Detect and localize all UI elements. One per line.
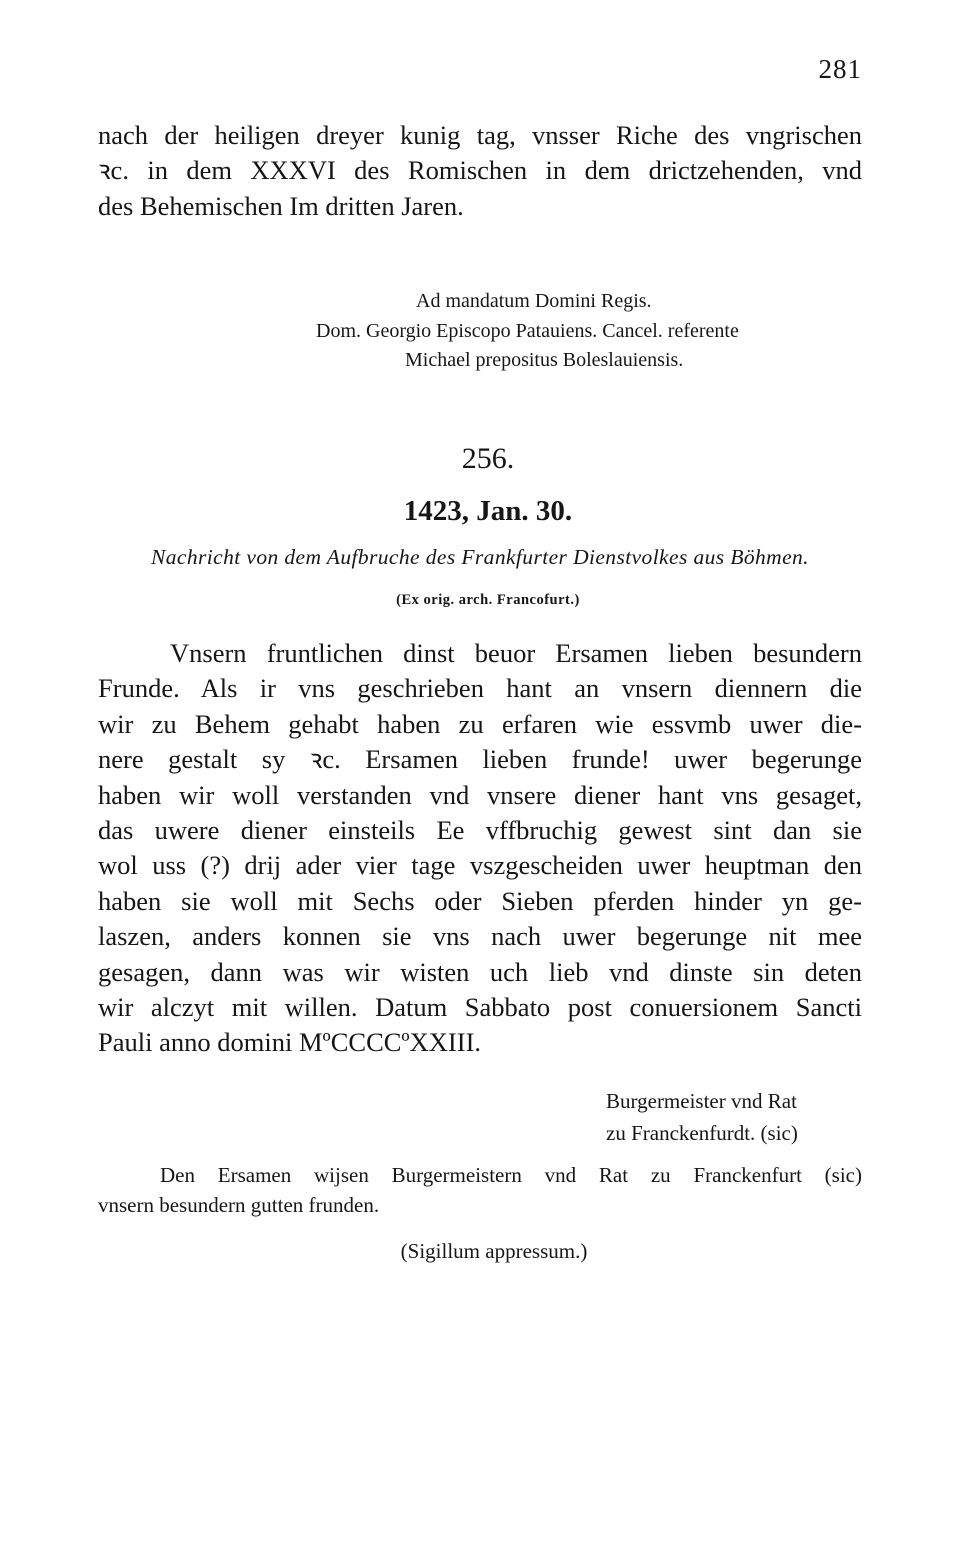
- signature-block: [606, 1085, 798, 1149]
- mandate-line: Dom. Georgio Episcopo Patauiens. Cancel. referente: [316, 319, 739, 342]
- address-line: Den Ersamen wijsen Burgermeistern vnd Rat zu Franckenfurt (sic): [160, 1163, 862, 1187]
- document-date: 1423, Jan. 30.: [403, 495, 573, 527]
- document-regest: Nachricht von dem Aufbruche des Frankfurter Dienstvolkes aus Böhmen.: [151, 545, 809, 569]
- mandate-line: Michael prepositus Boleslauiensis.: [405, 349, 684, 371]
- mandate-line: Ad mandatum Domini Regis.: [416, 290, 652, 312]
- text-line: gesagen, dann was wir wisten uch lieb vnd dinste sin deten: [98, 956, 862, 987]
- text-line: Frunde. Als ir vns geschrieben hant an vnsern diennern die: [98, 673, 862, 704]
- address-line: vnsern besundern gutten frunden.: [98, 1193, 380, 1217]
- text-line: des Behemischen Im dritten Jaren.: [98, 190, 464, 221]
- seal-note: (Sigillum appressum.): [400, 1239, 588, 1263]
- document-number: 256.: [461, 442, 515, 475]
- text-line: nach der heiligen dreyer kunig tag, vnsser Riche des vngrischen: [98, 120, 862, 150]
- page-number: 281: [818, 54, 862, 84]
- document-source: (Ex orig. arch. Francofurt.): [396, 592, 580, 608]
- text-line: wir alczyt mit willen. Datum Sabbato post conuersionem Sancti: [98, 992, 862, 1023]
- text-line: Pauli anno domini MºCCCCºXXIII.: [98, 1027, 482, 1058]
- continuation-paragraph: [98, 118, 862, 224]
- letter-body: [98, 636, 862, 1061]
- text-line: wol uss (?) drij ader vier tage vszgescheiden uwer heuptman den: [98, 850, 862, 881]
- text-line: nere gestalt sy ꝛc. Ersamen lieben frunde! uwer begerunge: [98, 744, 862, 775]
- text-line: haben sie woll mit Sechs oder Sieben pferden hinder yn ge-: [98, 885, 862, 916]
- text-line: laszen, anders konnen sie vns nach uwer begerunge nit mee: [98, 921, 862, 952]
- text-line: ꝛc. in dem XXXVI des Romischen in dem drictzehenden, vnd: [98, 155, 862, 186]
- text-line: wir zu Behem gehabt haben zu erfaren wie essvmb uwer die-: [98, 708, 862, 739]
- signature-line: zu Franckenfurdt. (sic): [606, 1121, 798, 1145]
- text-line: Vnsern fruntlichen dinst beuor Ersamen lieben besundern: [170, 638, 862, 668]
- text-line: das uwere diener einsteils Ee vffbruchig gewest sint dan sie: [98, 815, 862, 846]
- signature-line: Burgermeister vnd Rat: [606, 1089, 797, 1113]
- text-line: haben wir woll verstanden vnd vnsere diener hant vns gesaget,: [98, 779, 862, 810]
- address-block: [98, 1160, 862, 1220]
- mandate-note: [98, 287, 862, 376]
